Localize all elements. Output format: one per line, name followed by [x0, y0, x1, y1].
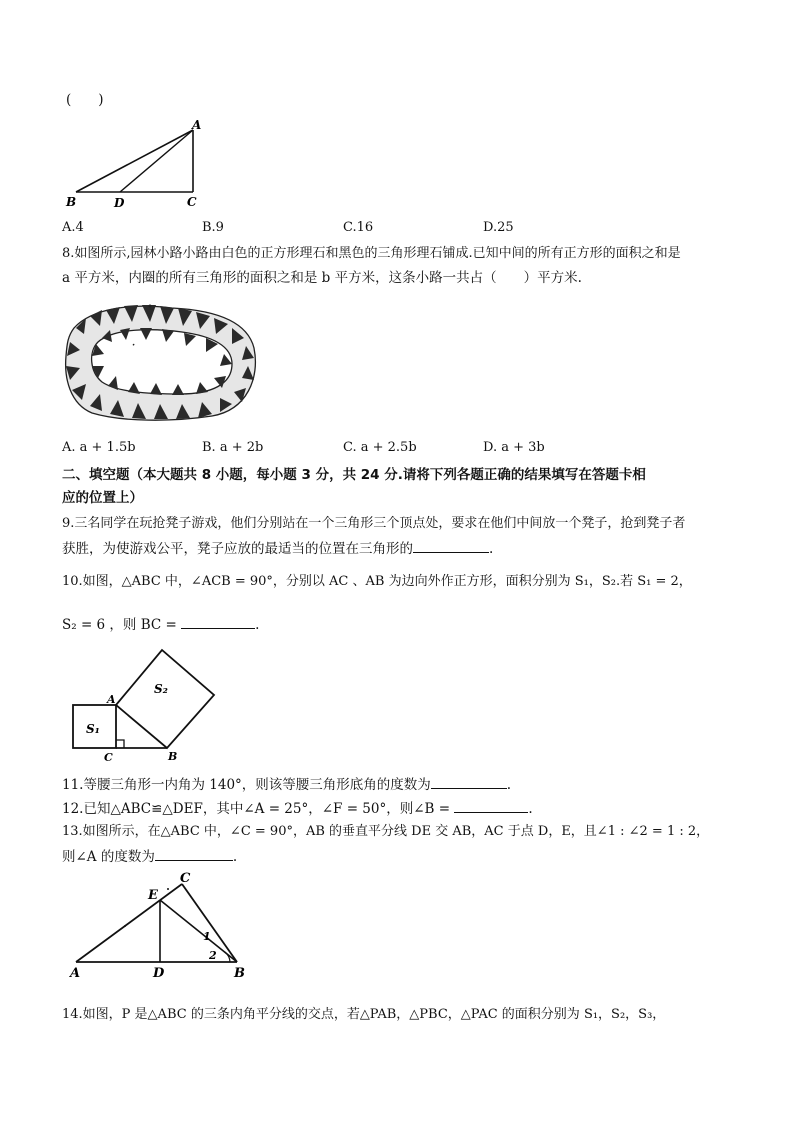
q10-text: S₂ = 6 ，则 BC = — [62, 617, 177, 633]
q13-label-a: A — [70, 966, 81, 981]
q7-label-a: A — [192, 118, 202, 132]
q13-line-2: 则∠A 的度数为 . — [62, 846, 237, 867]
q10-label-s2: S₂ — [154, 682, 168, 696]
q7-option-c: C.16 — [343, 220, 374, 235]
q10-answer-blank[interactable] — [181, 614, 255, 629]
section-2-heading-line-1: 二、填空题（本大题共 8 小题，每小题 3 分，共 24 分.请将下列各题正确的结果填写在答题卡相 — [62, 467, 646, 483]
q10-label-s1: S₁ — [86, 722, 100, 736]
q12-line: 12.已知△ABC≌△DEF，其中∠A = 25°，∠F = 50°，则∠B = . — [62, 798, 533, 819]
q7-segment-ad — [120, 130, 193, 192]
q13-answer-blank[interactable] — [155, 846, 233, 861]
q8-option-b: B. a + 2b — [202, 440, 264, 455]
q9-line-2: 获胜，为使游戏公平，凳子应放的最适当的位置在三角形的 . — [62, 538, 493, 559]
q12-text: 12.已知△ABC≌△DEF，其中∠A = 25°，∠F = 50°，则∠B = — [62, 801, 451, 817]
q10-square-s2 — [116, 650, 214, 748]
q13-side-ac — [76, 884, 182, 962]
q13-triangle-figure — [62, 870, 262, 985]
svg-text:·: · — [132, 341, 136, 351]
q11-answer-blank[interactable] — [431, 774, 507, 789]
q8-option-d: D. a + 3b — [483, 440, 545, 455]
q7-label-c: C — [187, 195, 197, 209]
q13-text: 则∠A 的度数为 — [62, 849, 155, 865]
q9-answer-blank[interactable] — [413, 538, 489, 553]
q13-angle-2: 2 — [209, 949, 217, 962]
q13-label-b: B — [234, 966, 245, 981]
q7-option-d: D.25 — [483, 220, 514, 235]
q11-text: 11.等腰三角形一内角为 140°，则该等腰三角形底角的度数为 — [62, 777, 431, 793]
q11-line: 11.等腰三角形一内角为 140°，则该等腰三角形底角的度数为 . — [62, 774, 511, 795]
q10-label-a: A — [107, 693, 116, 706]
q8-option-a: A. a + 1.5b — [62, 440, 136, 455]
q13-label-e: E — [148, 888, 158, 903]
q7-option-b: B.9 — [202, 220, 224, 235]
q13-label-d: D — [153, 966, 165, 981]
q7-answer-paren: ( ) — [66, 92, 104, 108]
q10-line-1: 10.如图，△ABC 中，∠ACB = 90°，分别以 AC 、AB 为边向外作正方形，面积分别为 S₁，S₂.若 S₁ = 2， — [62, 574, 692, 589]
q10-label-c: C — [104, 751, 113, 764]
q9-line-1: 9.三名同学在玩抢凳子游戏，他们分别站在一个三角形三个顶点处，要求在他们中间放一个凳子，抢到凳子者 — [62, 516, 686, 531]
section-2-heading-line-2: 应的位置上） — [62, 490, 143, 506]
q14-line-1: 14.如图，P 是△ABC 的三条内角平分线的交点，若△PAB，△PBC，△PAC 的面积分别为 S₁，S₂，S₃， — [62, 1007, 666, 1022]
q13-label-c: C — [180, 871, 191, 886]
q13-line-1: 13.如图所示，在△ABC 中，∠C = 90°，AB 的垂直平分线 DE 交 AB，AC 于点 D，E，且∠1 : ∠2 = 1 : 2， — [62, 824, 710, 839]
q8-line-2: a 平方米，内圈的所有三角形的面积之和是 b 平方米，这条小路一共占（ ）平方米. — [62, 270, 582, 286]
q8-garden-path-figure — [62, 298, 262, 428]
q9-text: 获胜，为使游戏公平，凳子应放的最适当的位置在三角形的 — [62, 541, 413, 557]
q7-label-b: B — [66, 195, 77, 209]
q12-answer-blank[interactable] — [454, 798, 528, 813]
q7-side-ab — [76, 130, 193, 192]
q7-option-a: A.4 — [62, 220, 84, 235]
q8-option-c: C. a + 2.5b — [343, 440, 417, 455]
q10-line-2: S₂ = 6 ，则 BC = . — [62, 614, 259, 635]
q10-label-b: B — [168, 750, 178, 763]
q7-triangle-figure — [62, 115, 222, 210]
q10-squares-figure — [62, 645, 232, 765]
q13-angle-1: 1 — [203, 930, 211, 943]
q7-label-d: D — [114, 196, 125, 210]
q8-line-1: 8.如图所示,园林小路小路由白色的正方形理石和黑色的三角形理石铺成.已知中间的所有正方形的面积之和是 — [62, 246, 681, 261]
q10-right-angle-mark — [116, 740, 124, 748]
